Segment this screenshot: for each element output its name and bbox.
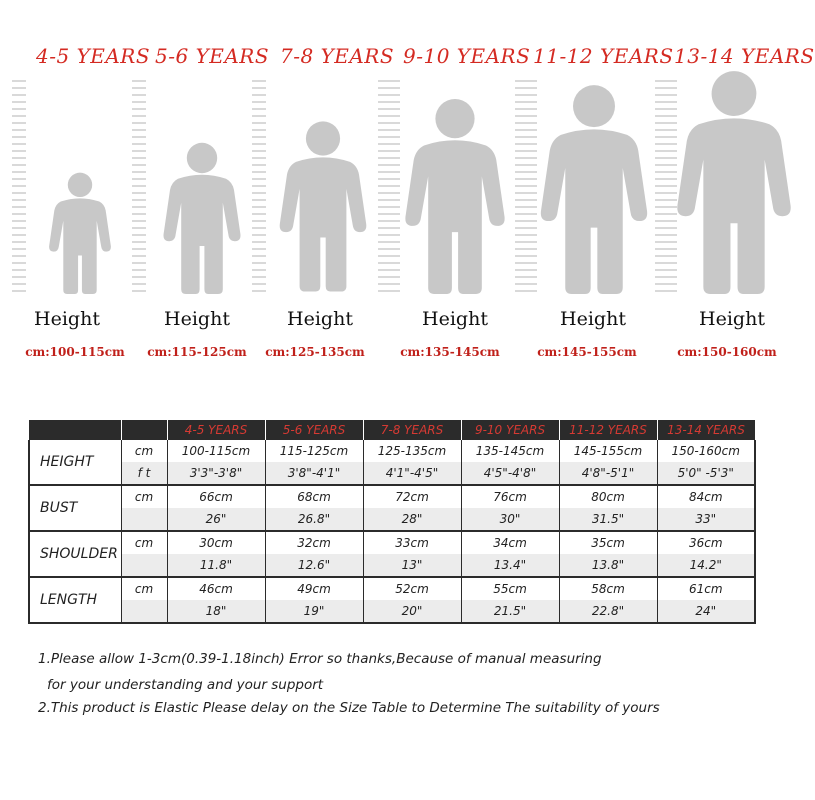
table-row — [29, 600, 755, 623]
height-range: cm:145-155cm — [537, 345, 637, 359]
table-cell: 80cm — [559, 485, 657, 508]
table-cell: 66cm — [167, 485, 265, 508]
table-cell: 52cm — [363, 577, 461, 600]
table-cell: 19" — [265, 600, 363, 623]
height-ruler — [12, 80, 26, 295]
table-header-cell: 4-5 YEARS — [167, 420, 265, 440]
table-header-cell: 7-8 YEARS — [363, 420, 461, 440]
height-ruler — [378, 80, 400, 295]
size-table — [28, 420, 756, 624]
height-range: cm:150-160cm — [677, 345, 777, 359]
table-header-cell: 11-12 YEARS — [559, 420, 657, 440]
table-header-blank — [121, 420, 167, 440]
table-row — [29, 554, 755, 577]
child-figure-icon — [162, 142, 242, 294]
row-label-shoulder: SHOULDER — [29, 531, 121, 577]
height-label: Height — [34, 308, 100, 330]
unit-cell — [121, 508, 167, 531]
height-range: cm:125-135cm — [265, 345, 365, 359]
note-line-2: for your understanding and your support — [47, 677, 324, 693]
table-cell: 3'8"-4'1" — [265, 462, 363, 485]
table-row — [29, 485, 755, 508]
table-cell: 150-160cm — [657, 440, 755, 462]
table-cell: 11.8" — [167, 554, 265, 577]
table-cell: 31.5" — [559, 508, 657, 531]
table-cell: 36cm — [657, 531, 755, 554]
age-label-4-5: 4-5 YEARS — [36, 44, 151, 68]
table-cell: 125-135cm — [363, 440, 461, 462]
table-header-cell: 9-10 YEARS — [461, 420, 559, 440]
table-cell: 26" — [167, 508, 265, 531]
table-cell: 33" — [657, 508, 755, 531]
table-cell: 46cm — [167, 577, 265, 600]
height-range: cm:100-115cm — [25, 345, 125, 359]
child-figure-icon — [278, 118, 368, 294]
table-cell: 5'0" -5'3" — [657, 462, 755, 485]
unit-cell: cm — [121, 485, 167, 508]
table-cell: 13" — [363, 554, 461, 577]
table-row — [29, 508, 755, 531]
age-label-5-6: 5-6 YEARS — [155, 44, 270, 68]
height-ruler — [252, 80, 266, 295]
child-figure-icon — [45, 172, 115, 294]
table-cell: 55cm — [461, 577, 559, 600]
height-label: Height — [164, 308, 230, 330]
unit-cell: f t — [121, 462, 167, 485]
table-header-blank — [29, 420, 121, 440]
table-cell: 76cm — [461, 485, 559, 508]
table-header-cell: 13-14 YEARS — [657, 420, 755, 440]
table-cell: 35cm — [559, 531, 657, 554]
height-range: cm:115-125cm — [147, 345, 247, 359]
table-cell: 34cm — [461, 531, 559, 554]
note-line-3: 2.This product is Elastic Please delay on the Size Table to Determine The suitability of yours — [38, 700, 660, 716]
note-line-1: 1.Please allow 1-3cm(0.39-1.18inch) Error so thanks,Because of manual measuring — [38, 651, 602, 667]
table-cell: 58cm — [559, 577, 657, 600]
table-cell: 18" — [167, 600, 265, 623]
table-cell: 30cm — [167, 531, 265, 554]
table-cell: 135-145cm — [461, 440, 559, 462]
table-row — [29, 440, 755, 462]
age-label-11-12: 11-12 YEARS — [533, 44, 674, 68]
height-label: Height — [560, 308, 626, 330]
age-label-13-14: 13-14 YEARS — [674, 44, 815, 68]
age-label-7-8: 7-8 YEARS — [280, 44, 395, 68]
table-header-cell: 5-6 YEARS — [265, 420, 363, 440]
height-label: Height — [422, 308, 488, 330]
table-cell: 4'5"-4'8" — [461, 462, 559, 485]
table-cell: 13.8" — [559, 554, 657, 577]
table-cell: 4'1"-4'5" — [363, 462, 461, 485]
table-cell: 68cm — [265, 485, 363, 508]
unit-cell — [121, 554, 167, 577]
table-cell: 72cm — [363, 485, 461, 508]
height-ruler — [515, 80, 537, 295]
table-cell: 20" — [363, 600, 461, 623]
height-label: Height — [287, 308, 353, 330]
unit-cell — [121, 600, 167, 623]
table-cell: 115-125cm — [265, 440, 363, 462]
table-row — [29, 462, 755, 485]
child-figure-icon — [674, 70, 794, 294]
height-range: cm:135-145cm — [400, 345, 500, 359]
table-cell: 33cm — [363, 531, 461, 554]
table-cell: 22.8" — [559, 600, 657, 623]
row-label-bust: BUST — [29, 485, 121, 531]
table-cell: 145-155cm — [559, 440, 657, 462]
table-cell: 61cm — [657, 577, 755, 600]
unit-cell: cm — [121, 577, 167, 600]
table-header-row — [29, 420, 755, 440]
table-row — [29, 531, 755, 554]
table-cell: 21.5" — [461, 600, 559, 623]
row-label-length: LENGTH — [29, 577, 121, 623]
table-cell: 24" — [657, 600, 755, 623]
table-row — [29, 577, 755, 600]
table-cell: 3'3"-3'8" — [167, 462, 265, 485]
child-figure-icon — [538, 84, 650, 294]
table-cell: 32cm — [265, 531, 363, 554]
row-label-height: HEIGHT — [29, 440, 121, 485]
height-label: Height — [699, 308, 765, 330]
table-cell: 28" — [363, 508, 461, 531]
table-cell: 13.4" — [461, 554, 559, 577]
table-cell: 84cm — [657, 485, 755, 508]
table-cell: 26.8" — [265, 508, 363, 531]
table-cell: 100-115cm — [167, 440, 265, 462]
table-cell: 14.2" — [657, 554, 755, 577]
unit-cell: cm — [121, 440, 167, 462]
unit-cell: cm — [121, 531, 167, 554]
table-cell: 30" — [461, 508, 559, 531]
height-ruler — [132, 80, 146, 295]
table-cell: 12.6" — [265, 554, 363, 577]
table-cell: 49cm — [265, 577, 363, 600]
age-label-9-10: 9-10 YEARS — [403, 44, 531, 68]
child-figure-icon — [402, 98, 508, 294]
table-cell: 4'8"-5'1" — [559, 462, 657, 485]
